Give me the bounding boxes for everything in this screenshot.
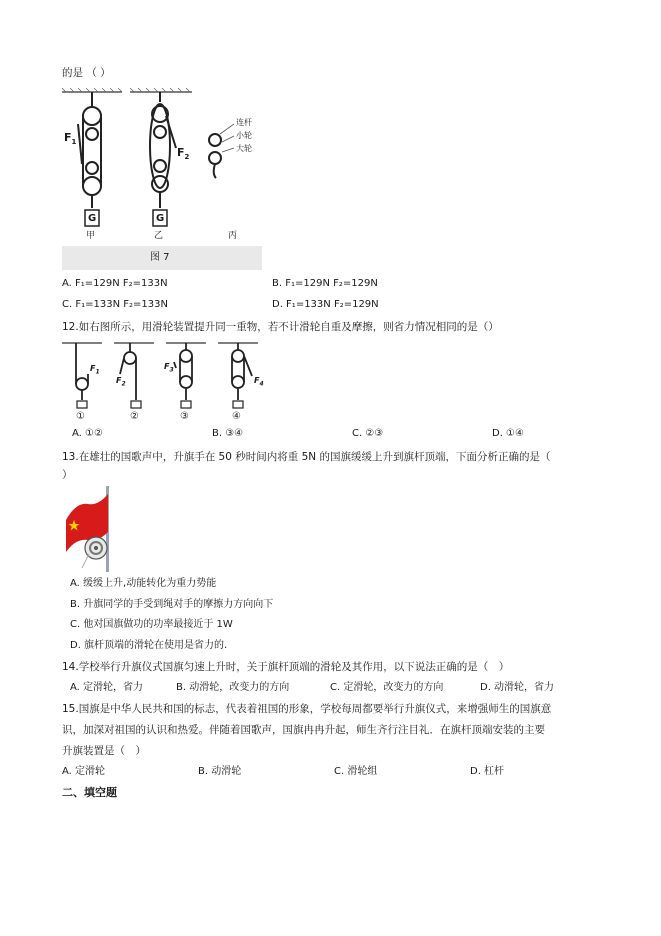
q15-stem-line3: 升旗装置是（ ） [62, 745, 146, 757]
q15-stem-line2: 识，加深对祖国的认识和热爱。伴随着国歌声，国旗冉冉升起，师生齐行注目礼．在旗杆顶端安装的主要 [62, 724, 545, 736]
q12-option-b[interactable]: B. ③④ [212, 428, 244, 439]
q12-stem: 12.如右图所示，用滑轮装置提升同一重物，若不计滑轮自重及摩擦，则省力情况相同的是（） [62, 321, 499, 333]
force-label-f4-q12: $F_4$ [254, 376, 264, 388]
force-label-f2: $F_2$ [177, 146, 190, 162]
q11-option-c[interactable]: C. F₁=133N F₂=133N [62, 299, 168, 310]
q13-stem-line2: ） [62, 469, 73, 481]
q14-option-a[interactable]: A. 定滑轮，省力 [70, 682, 144, 693]
q12-option-a[interactable]: A. ①② [72, 428, 103, 439]
figure-7 [62, 86, 262, 270]
q12-figure [62, 338, 272, 424]
q14-stem: 14.学校举行升旗仪式国旗匀速上升时，关于旗杆顶端的滑轮及其作用，以下说法正确的是（ ） [62, 661, 510, 673]
q11-option-d[interactable]: D. F₁=133N F₂=129N [272, 299, 379, 310]
q14-option-b[interactable]: B. 动滑轮，改变力的方向 [176, 682, 290, 693]
force-label-f1: $F_1$ [64, 131, 77, 147]
force-label-f2-q12: $F_2$ [116, 376, 126, 388]
q15-option-a[interactable]: A. 定滑轮 [62, 766, 106, 777]
q15-stem-line1: 15.国旗是中华人民共和国的标志，代表着祖国的形象，学校每周都要举行升旗仪式，来增强师生的国旗意 [62, 703, 552, 715]
annotation-small-wheel: 小轮 [236, 131, 252, 140]
q12-option-c[interactable]: C. ②③ [352, 428, 384, 439]
q11-option-a[interactable]: A. F₁=129N F₂=133N [62, 278, 168, 289]
figure-7-caption: 图 7 [150, 252, 170, 263]
label-bing: 丙 [228, 231, 238, 241]
q11-option-b[interactable]: B. F₁=129N F₂=129N [272, 278, 378, 289]
weight-label-jia: G [88, 213, 97, 224]
force-label-f3-q12: $F_3$ [164, 362, 174, 374]
q12-option-d[interactable]: D. ①④ [492, 428, 524, 439]
force-label-f1-q12: $F_1$ [90, 364, 100, 376]
q14-option-d[interactable]: D. 动滑轮，省力 [480, 682, 555, 693]
question-tail: 的是 （ ） [62, 67, 111, 79]
weight-label-yi: G [156, 213, 165, 224]
q13-option-a[interactable]: A. 缓缓上升,动能转化为重力势能 [70, 578, 217, 589]
q15-option-c[interactable]: C. 滑轮组 [334, 766, 378, 777]
q13-stem-line1: 13.在雄壮的国歌声中，升旗手在 50 秒时间内将重 5N 的国旗缓缓上升到旗杆顶端，下面分析正确的是（ [62, 451, 551, 463]
section-title: 二、填空题 [62, 786, 117, 799]
q13-option-c[interactable]: C. 他对国旗做功的功率最接近于 1W [70, 619, 233, 630]
fig-number-3: ③ [180, 411, 189, 422]
label-yi: 乙 [154, 231, 164, 241]
q15-option-d[interactable]: D. 杠杆 [470, 766, 505, 777]
q15-option-b[interactable]: B. 动滑轮 [198, 766, 242, 777]
label-jia: 甲 [86, 231, 96, 241]
q13-option-d[interactable]: D. 旗杆顶端的滑轮在使用是省力的. [70, 640, 228, 651]
flag-image [62, 486, 124, 572]
q14-option-c[interactable]: C. 定滑轮，改变力的方向 [330, 682, 444, 693]
annotation-big-wheel: 大轮 [236, 144, 252, 153]
fig-number-4: ④ [232, 411, 241, 422]
fig-number-2: ② [130, 411, 139, 422]
q13-option-b[interactable]: B. 升旗同学的手受到绳对手的摩擦力方向向下 [70, 599, 274, 610]
fig-number-1: ① [76, 411, 85, 422]
annotation-linkage: 连杆 [236, 118, 252, 127]
flag-drawing [62, 486, 124, 572]
